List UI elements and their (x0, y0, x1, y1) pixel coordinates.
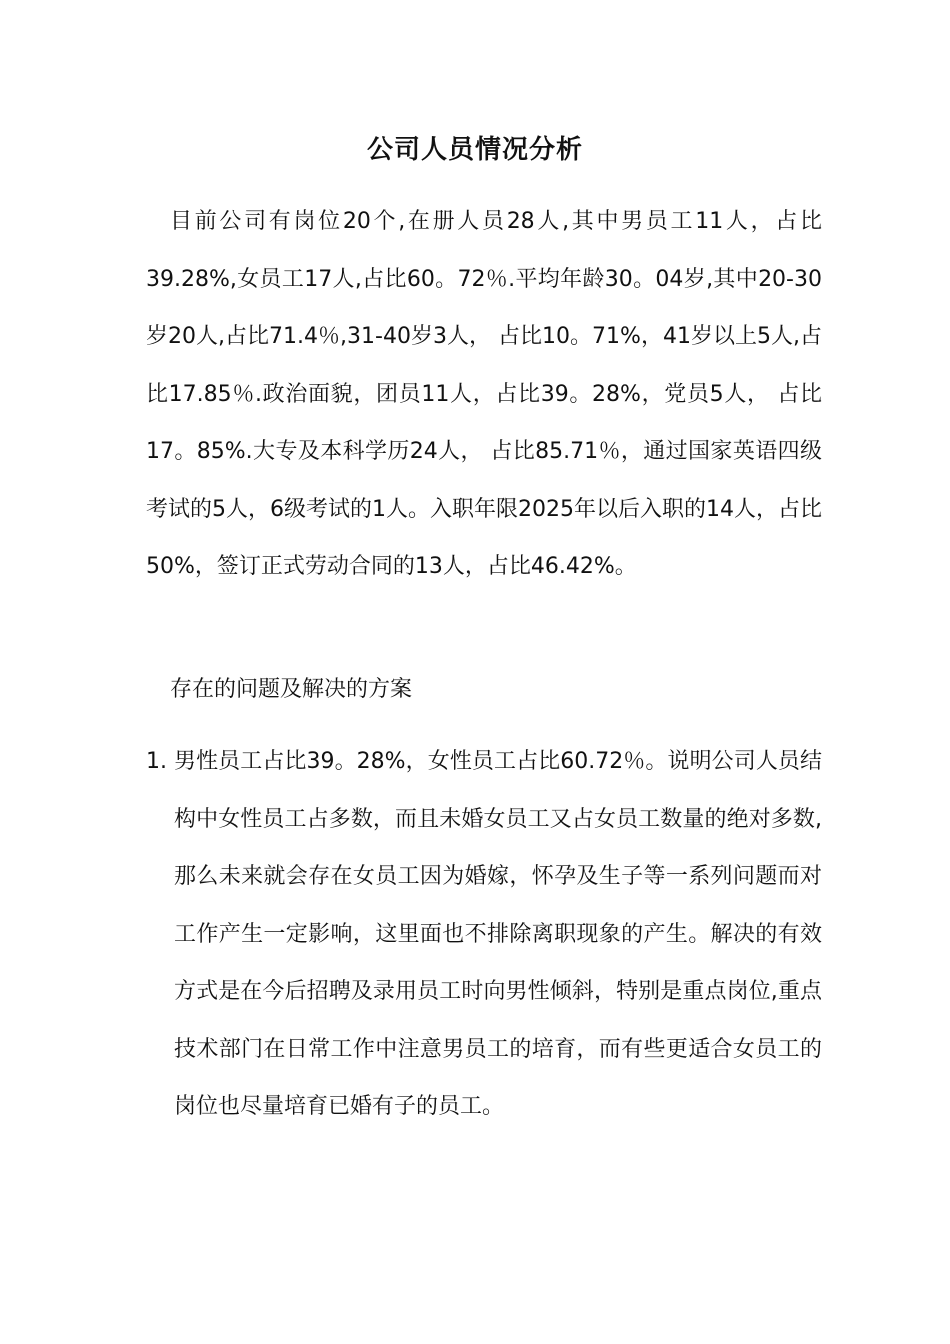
document-title: 公司人员情况分析 (366, 135, 583, 165)
list-item-number: 1. (146, 749, 167, 774)
intro-paragraph: 目前公司有岗位20个,在册人员28人,其中男员工11人，占比39.28%,女员工17人,占比60。72％.平均年龄30。04岁,其中20-30岁20人,占比71.4％,31-40岁3人， 占比10。71%，41岁以上5人,占比17.85％.政治面貌，团员11人，占比39。28%，党员5人， 占比17。85%.大专及本科学历24人， 占比85.71％，通过国家英语四级考试的5人，6级考试的1人。入职年限2025年以后入职的14人，占比50%，签订正式劳动合同的13人，占比46.42%。 (146, 209, 822, 579)
list-item-text: 男性员工占比39。28%，女性员工占比60.72％。说明公司人员结构中女性员工占多数，而且未婚女员工又占女员工数量的绝对多数,那么未来就会存在女员工因为婚嫁，怀孕及生子等一系列问题而对工作产生一定影响，这里面也不排除离职现象的产生。解决的有效方式是在今后招聘及录用员工时向男性倾斜，特别是重点岗位,重点技术部门在日常工作中注意男员工的培育，而有些更适合女员工的岗位也尽量培育已婚有子的员工。 (174, 749, 822, 1119)
list-item (146, 733, 822, 1136)
section-heading: 存在的问题及解决的方案 (170, 677, 413, 702)
